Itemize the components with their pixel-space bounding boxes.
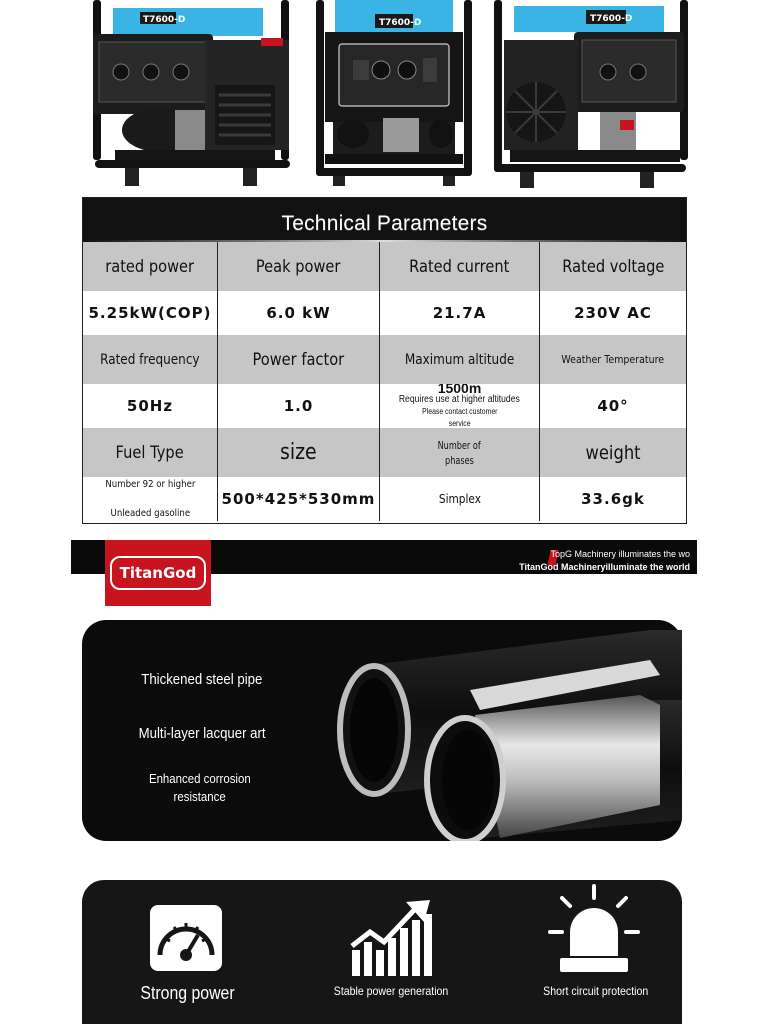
generator-photo-front[interactable] [313,0,475,190]
growth-chart-icon [348,898,434,978]
spec-table-title: Technical Parameters [281,212,488,235]
generator-photo-front-right[interactable] [85,0,297,190]
spec-label: Fuel Type [83,428,218,477]
svg-text:T7600-D: T7600-D [379,18,422,28]
spec-value-row [83,384,686,428]
feature-stable-power-generation: Stable power generation [333,984,449,998]
spec-value-row [83,291,686,335]
spec-value: 5.25kW(COP) [83,291,218,335]
spec-label: Rated frequency [83,335,218,384]
spec-value: 1.0 [218,384,380,428]
alarm-light-icon [548,884,640,982]
brand-slogan: TopG Machinery illuminates the wo [550,549,690,559]
spec-value: 33.6gk [540,477,686,521]
spec-value-fuel: Number 92 or higher Unleaded gasoline [83,477,218,521]
spec-label: Rated voltage [540,242,686,291]
technical-parameters-table [82,197,687,524]
spec-label: Power factor [218,335,380,384]
gauge-icon [148,903,224,973]
spec-label: rated power [83,242,218,291]
spec-value: 40° [540,384,686,428]
spec-value-row [83,477,686,521]
feature-thickened-steel-pipe: Thickened steel pipe [141,671,263,688]
spec-value: 50Hz [83,384,218,428]
feature-corrosion-resistance: Enhanced corrosion resistance [149,771,251,804]
spec-label-row [83,428,686,477]
brand-slogan-secondary: TitanGod Machineryilluminate the world [519,562,690,572]
spec-label: Weather Temperature [540,335,686,384]
spec-grid [83,242,686,521]
generator-photo-front-left[interactable] [490,0,692,190]
brand-logo-text: TitanGod [110,556,206,590]
product-photo-strip [0,0,768,195]
feature-strong-power: Strong power [140,983,236,1003]
spec-label: weight [540,428,686,477]
svg-text:T7600-D: T7600-D [143,15,186,25]
spec-value-altitude: 1500m Requires use at higher altitudes Please contact customer service [380,384,540,428]
feature-multilayer-lacquer: Multi-layer lacquer art [138,725,266,742]
spec-label: Rated current [380,242,540,291]
spec-label: Number of phases [380,428,540,477]
svg-text:T7600-D: T7600-D [590,14,633,24]
brand-logo[interactable] [105,540,211,606]
steel-pipe-illustration [330,620,682,841]
spec-value: 500*425*530mm [218,477,380,521]
spec-label-row [83,335,686,384]
spec-label: Maximum altitude [380,335,540,384]
spec-value: 6.0 kW [218,291,380,335]
spec-value: 230V AC [540,291,686,335]
feature-short-circuit-protection: Short circuit protection [543,984,649,998]
spec-value: 21.7A [380,291,540,335]
spec-label-row [83,242,686,291]
spec-value: Simplex [380,477,540,521]
spec-label: Peak power [218,242,380,291]
spec-table-header [83,198,686,242]
spec-label: size [218,428,380,477]
